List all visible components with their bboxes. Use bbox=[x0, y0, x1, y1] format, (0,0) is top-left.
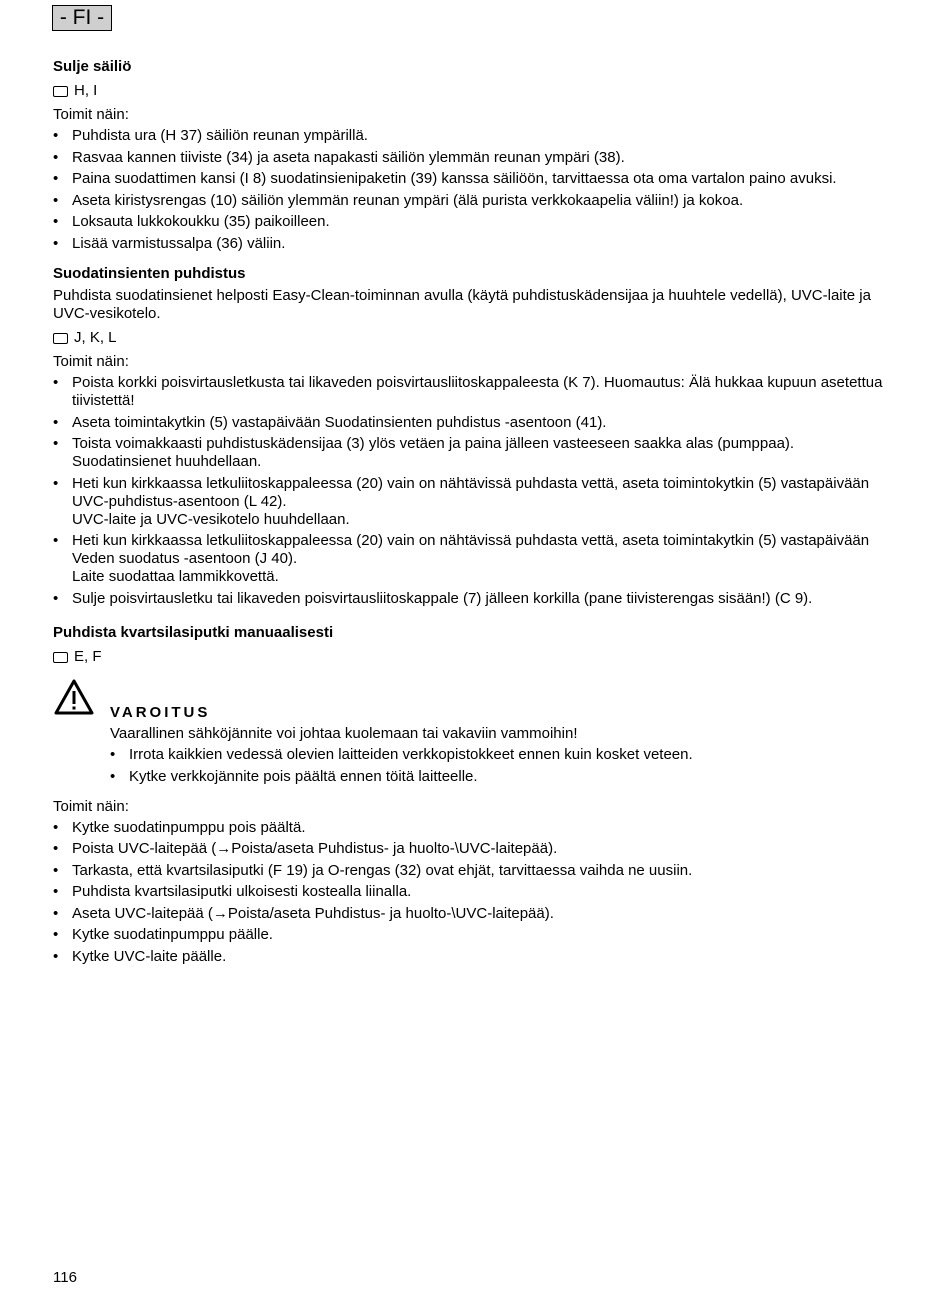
figure-box-icon bbox=[53, 86, 68, 97]
figure-reference bbox=[53, 329, 893, 347]
figure-reference bbox=[53, 82, 893, 100]
list-item: • Poista korkki poisvirtausletkusta tai likaveden poisvirtausliitoskappaleesta (K 7). Huomautus: Älä hukkaa kupuun asetettua tiivistettä! bbox=[53, 374, 885, 410]
list-item bbox=[53, 905, 893, 923]
step-text: Aseta UVC-laitepää ( bbox=[72, 904, 213, 922]
section-title: Suodatinsienten puhdistus bbox=[53, 265, 246, 282]
figure-reference bbox=[53, 648, 893, 666]
list-item: • Heti kun kirkkaassa letkuliitoskappaleessa (20) vain on nähtävissä puhdasta vettä, aseta toimintakytkin (5) vastapäivään Veden suodatus -asentoon (J 40). Laite suodattaa lammikkovettä. bbox=[53, 532, 885, 586]
warning-text: Vaarallinen sähköjännite voi johtaa kuolemaan tai vakaviin vammoihin! bbox=[110, 725, 578, 742]
step-text: Poista UVC-laitepää ( bbox=[72, 840, 217, 857]
section-close-tank bbox=[53, 58, 893, 256]
warning-list bbox=[110, 746, 893, 786]
intro-text: Toimit näin: bbox=[53, 106, 129, 123]
intro-text: Toimit näin: bbox=[53, 797, 129, 815]
list-item: • Aseta kiristysrengas (10) säiliön ylemmän reunan ympäri (älä purista verkkokaapelia väliin!) ja kokoa. bbox=[53, 192, 893, 210]
intro-text: Toimit näin: bbox=[53, 353, 129, 370]
list-item: • Lisää varmistussalpa (36) väliin. bbox=[53, 235, 893, 253]
section-title: Sulje säiliö bbox=[53, 58, 132, 75]
figure-box-icon bbox=[53, 333, 68, 344]
list-item: • Toista voimakkaasti puhdistuskädensijaa (3) ylös vetäen ja paina jälleen vasteeseen saakka alas (pumppaa). Suodatinsienet huuhdellaan. bbox=[53, 435, 885, 471]
arrow-right-icon: → bbox=[216, 840, 232, 857]
language-tag: - FI - bbox=[52, 5, 112, 31]
warning-title: VAROITUS bbox=[110, 704, 211, 721]
warning-block bbox=[53, 678, 893, 786]
figure-reference-label: H, I bbox=[74, 82, 98, 99]
list-item: • Loksauta lukkokoukku (35) paikoilleen. bbox=[53, 213, 893, 231]
list-item: • Heti kun kirkkaassa letkuliitoskappaleessa (20) vain on nähtävissä puhdasta vettä, aseta toimintokytkin (5) vastapäivään UVC-puhdistus-asentoon (L 42). UVC-laite ja UVC-vesikotelo huuhdellaan. bbox=[53, 475, 885, 529]
cross-reference-link[interactable]: Poista/aseta Puhdistus- ja huolto-\UVC-laitepää). bbox=[231, 840, 558, 857]
section-quartz-cleaning bbox=[53, 624, 893, 969]
list-item: • Puhdista ura (H 37) säiliön reunan ympärillä. bbox=[53, 127, 893, 145]
list-item: • Sulje poisvirtausletku tai likaveden poisvirtausliitoskappale (7) jälleen korkilla (pane tiivisterengas sisään!) (C 9). bbox=[53, 590, 885, 608]
section-description: Puhdista suodatinsienet helposti Easy-Clean-toiminnan avulla (käytä puhdistuskädensijaa ja huuhtele vedellä), UVC-laite ja UVC-vesikotelo. bbox=[53, 287, 871, 322]
warning-triangle-icon bbox=[53, 678, 95, 716]
list-item: • Tarkasta, että kvartsilasiputki (F 19) ja O-rengas (32) ovat ehjät, tarvittaessa vaihda ne uusiin. bbox=[53, 862, 893, 880]
list-item bbox=[53, 840, 893, 858]
list-item: • Rasvaa kannen tiiviste (34) ja aseta napakasti säiliön ylemmän reunan ympäri (38). bbox=[53, 149, 893, 167]
section-title: Puhdista kvartsilasiputki manuaalisesti bbox=[53, 624, 334, 641]
figure-box-icon bbox=[53, 652, 68, 663]
list-item: • Aseta toimintakytkin (5) vastapäivään Suodatinsienten puhdistus -asentoon (41). bbox=[53, 414, 885, 432]
section-sponge-cleaning bbox=[53, 265, 893, 611]
steps-list bbox=[53, 127, 893, 253]
list-item: • Puhdista kvartsilasiputki ulkoisesti kostealla liinalla. bbox=[53, 883, 893, 901]
steps-list bbox=[53, 819, 893, 966]
list-item: • Paina suodattimen kansi (I 8) suodatinsienipaketin (39) kanssa säiliöön, tarvittaessa ota oma vartalon paino avuksi. bbox=[53, 170, 893, 188]
list-item: • Kytke suodatinpumppu päälle. bbox=[53, 926, 893, 944]
list-item: • Kytke UVC-laite päälle. bbox=[53, 948, 893, 966]
steps-list bbox=[53, 374, 885, 608]
list-item: • Kytke suodatinpumppu pois päältä. bbox=[53, 819, 893, 837]
arrow-right-icon: → bbox=[212, 904, 228, 922]
cross-reference-link[interactable]: Poista/aseta Puhdistus- ja huolto-\UVC-laitepää). bbox=[227, 904, 554, 922]
page-number: 116 bbox=[53, 1269, 77, 1286]
list-item: • Kytke verkkojännite pois päältä ennen töitä laitteelle. bbox=[110, 768, 893, 786]
figure-reference-label: J, K, L bbox=[74, 329, 117, 346]
list-item: • Irrota kaikkien vedessä olevien laitteiden verkkopistokkeet ennen kuin kosket veteen. bbox=[110, 746, 893, 764]
figure-reference-label: E, F bbox=[74, 648, 102, 665]
